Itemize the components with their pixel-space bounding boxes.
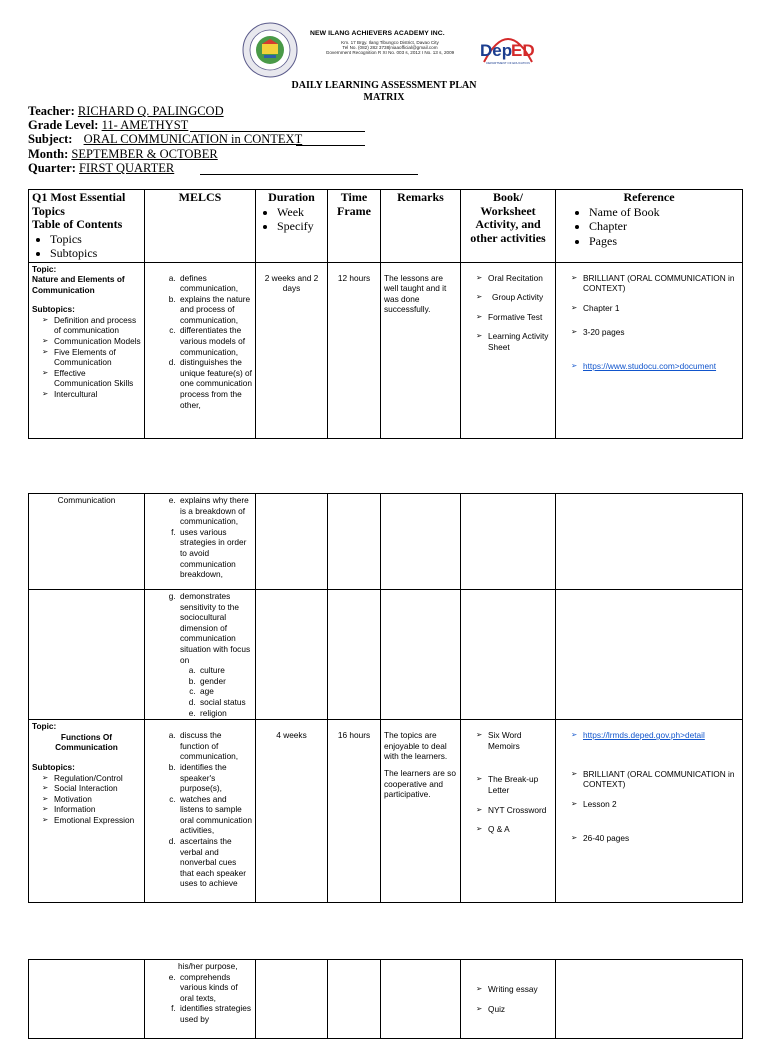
studocu-link[interactable]: ➢ https://www.studocu.com>document <box>573 361 739 372</box>
grade-value: 11- AMETHYST <box>101 118 189 132</box>
school-seal-logo <box>242 22 298 78</box>
melcs-cell: a. defines communication, b. explains the nature and process of communication, c. differentiates the various models of communication, d. distinguishes the unique feature(s) of one communication process from the other, <box>145 262 256 439</box>
header-melcs: MELCS <box>145 190 256 263</box>
melcs-cell: g. demonstrates sensitivity to the sociocultural dimension of communication situation with focus on a. culture b. gender c. age d. social status e. religion <box>145 590 256 720</box>
activities-cell: ➢ Writing essay ➢ Quiz <box>461 960 556 1039</box>
activities-cell: ➢ Six Word Memoirs ➢ The Break-up Letter ➢ NYT Crossword ➢ Q & A <box>461 720 556 903</box>
deped-logo <box>478 22 538 72</box>
activities-cell: ➢ Oral Recitation ➢ Group Activity ➢ Formative Test ➢ Learning Activity Sheet <box>461 262 556 439</box>
topic-cell: Communication <box>29 494 145 590</box>
document-subtitle: MATRIX <box>363 92 405 103</box>
time-frame-cell: 12 hours <box>328 262 381 439</box>
teacher-line <box>28 104 224 119</box>
header-duration: Duration • Week • Specify <box>256 190 328 263</box>
assessment-table-page2 <box>28 493 743 903</box>
school-address: Km. 17 Brgy. Ilang Tibungco District, Davao City <box>341 40 439 45</box>
header-activities: Book/ Worksheet Activity, and other activities <box>461 190 556 263</box>
remarks-cell: The lessons are well taught and it was done successfully. <box>381 262 461 439</box>
school-details <box>300 40 480 55</box>
melcs-cell: a. discuss the function of communication, b. identifies the speaker's purpose(s), c. watches and listens to sample oral communication activities, d. ascertains the verbal and nonverbal cues that each speaker uses to achieve <box>145 720 256 903</box>
quarter-line <box>28 161 174 176</box>
school-name: NEW ILANG ACHIEVERS ACADEMY INC. <box>310 30 445 37</box>
header-reference: Reference • Name of Book • Chapter • Pages <box>556 190 743 263</box>
melcs-cell: e. explains why there is a breakdown of communication, f. uses various strategies in order to avoid communication breakdown, <box>145 494 256 590</box>
grade-line <box>28 118 188 133</box>
header-topics: Q1 Most Essential Topics Table of Contents • Topics • Subtopics <box>29 190 145 263</box>
topic-cell: Topic: Nature and Elements of Communication Subtopics: ➢ Definition and process of communication ➢ Communication Models ➢ Five Elements of Communication ➢ Effective Communication Skills ➢ Intercultural <box>29 262 145 439</box>
table-row <box>29 720 743 903</box>
svg-text:Dep: Dep <box>480 41 513 60</box>
header-remarks: Remarks <box>381 190 461 263</box>
month-value: SEPTEMBER & OCTOBER <box>71 147 218 161</box>
month-label: Month: <box>28 147 69 161</box>
assessment-table-page3 <box>28 959 743 1039</box>
quarter-value: FIRST QUARTER <box>79 161 175 175</box>
table-row <box>29 960 743 1039</box>
quarter-label: Quarter: <box>28 161 76 175</box>
remarks-cell: The topics are enjoyable to deal with the learners. The learners are so cooperative and participative. <box>381 720 461 903</box>
duration-cell: 2 weeks and 2 days <box>256 262 328 439</box>
table-row <box>29 590 743 720</box>
grade-label: Grade Level: <box>28 118 99 132</box>
month-line <box>28 147 218 162</box>
subject-line <box>28 132 302 147</box>
melcs-cell: his/her purpose, e. comprehends various kinds of oral texts, f. identifies strategies used by <box>145 960 256 1039</box>
reference-cell: ➢ BRILLIANT (ORAL COMMUNICATION in CONTEXT) ➢ Chapter 1 ➢ 3-20 pages ➢ https://www.studocu.com>document <box>556 262 743 439</box>
subject-label: Subject: <box>28 132 73 146</box>
teacher-label: Teacher: <box>28 104 75 118</box>
document-title: DAILY LEARNING ASSESSMENT PLAN <box>291 80 477 91</box>
svg-text:DEPARTMENT OF EDUCATION: DEPARTMENT OF EDUCATION <box>486 61 530 65</box>
duration-cell: 4 weeks <box>256 720 328 903</box>
table-row <box>29 262 743 439</box>
table-row <box>29 494 743 590</box>
school-tel: Tel No. (082) 282 3738|niaaofficial@gmail.com <box>342 45 438 50</box>
time-frame-cell: 16 hours <box>328 720 381 903</box>
table-header-row <box>29 190 743 263</box>
topic-cell: Topic: Functions Of Communication Subtopics: ➢ Regulation/Control ➢ Social Interaction ➢ Motivation ➢ Information ➢ Emotional Expression <box>29 720 145 903</box>
school-recognition: Government Recognition R XI No. 003 s, 2012 I No. 13 s, 2009 <box>325 50 455 55</box>
svg-text:ED: ED <box>511 41 535 60</box>
header-time-frame: Time Frame <box>328 190 381 263</box>
assessment-table-page1 <box>28 189 743 439</box>
subject-value: ORAL COMMUNICATION in CONTEXT <box>83 132 303 146</box>
teacher-value: RICHARD Q. PALINGCOD <box>77 104 224 118</box>
lrmds-link[interactable]: ➢ https://lrmds.deped.gov.ph>detail <box>573 730 739 741</box>
reference-cell: ➢ https://lrmds.deped.gov.ph>detail ➢ BRILLIANT (ORAL COMMUNICATION in CONTEXT) ➢ Lesson 2 ➢ 26-40 pages <box>556 720 743 903</box>
